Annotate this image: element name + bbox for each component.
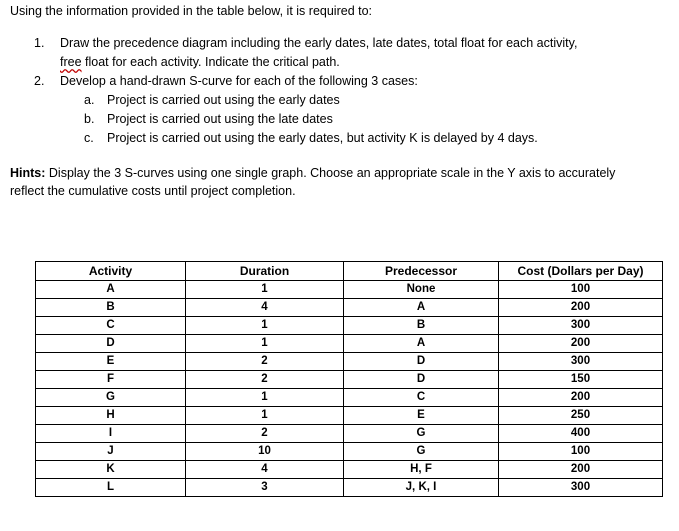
sub-list-item — [34, 91, 577, 110]
cell-predecessor: A — [344, 335, 499, 353]
cell-cost: 200 — [499, 299, 663, 317]
cell-predecessor: A — [344, 299, 499, 317]
spellcheck-word: free — [60, 55, 82, 69]
cell-predecessor: J, K, I — [344, 479, 499, 497]
sub-list-text: Project is carried out using the late dates — [107, 112, 333, 126]
cell-duration: 2 — [186, 353, 344, 371]
header-predecessor: Predecessor — [344, 262, 499, 281]
cell-cost: 200 — [499, 389, 663, 407]
list-item — [34, 34, 577, 72]
cell-cost: 300 — [499, 479, 663, 497]
cell-duration: 10 — [186, 443, 344, 461]
hints-paragraph — [10, 164, 650, 200]
cell-activity: I — [36, 425, 186, 443]
cell-activity: G — [36, 389, 186, 407]
cell-predecessor: H, F — [344, 461, 499, 479]
header-activity: Activity — [36, 262, 186, 281]
cell-duration: 1 — [186, 317, 344, 335]
table-header-row — [36, 262, 663, 281]
table-body — [36, 281, 663, 497]
cell-predecessor: C — [344, 389, 499, 407]
hints-text: Display the 3 S-curves using one single graph. Choose an appropriate scale in the Y axis to accurately reflect the cumulative costs until project completion. — [10, 166, 616, 198]
cell-cost: 250 — [499, 407, 663, 425]
table-row — [36, 389, 663, 407]
table-row — [36, 407, 663, 425]
cell-cost: 150 — [499, 371, 663, 389]
table-row — [36, 371, 663, 389]
cell-cost: 300 — [499, 353, 663, 371]
sub-list-text: Project is carried out using the early dates — [107, 93, 340, 107]
cell-cost: 200 — [499, 335, 663, 353]
table-row — [36, 353, 663, 371]
list-item-text-cont: free float for each activity. Indicate the critical path. — [60, 55, 340, 69]
cell-activity: H — [36, 407, 186, 425]
cell-activity: D — [36, 335, 186, 353]
sub-list-item — [34, 129, 577, 148]
table-row — [36, 461, 663, 479]
cell-predecessor: D — [344, 353, 499, 371]
list-number: 1. — [34, 36, 45, 50]
header-cost: Cost (Dollars per Day) — [499, 262, 663, 281]
cell-activity: K — [36, 461, 186, 479]
list-item — [34, 72, 577, 91]
cell-duration: 2 — [186, 425, 344, 443]
cell-cost: 100 — [499, 281, 663, 299]
cell-cost: 300 — [499, 317, 663, 335]
cell-duration: 4 — [186, 299, 344, 317]
sub-list-letter: a. — [84, 93, 95, 107]
cell-predecessor: D — [344, 371, 499, 389]
cell-cost: 200 — [499, 461, 663, 479]
cell-activity: B — [36, 299, 186, 317]
cell-activity: F — [36, 371, 186, 389]
requirements-list — [34, 34, 577, 148]
sub-list-item — [34, 110, 577, 129]
cell-duration: 4 — [186, 461, 344, 479]
sub-list-letter: c. — [84, 131, 94, 145]
list-item-text: Develop a hand-drawn S-curve for each of the following 3 cases: — [60, 74, 418, 88]
table-row — [36, 479, 663, 497]
cell-predecessor: B — [344, 317, 499, 335]
cell-duration: 2 — [186, 371, 344, 389]
sub-list-text: Project is carried out using the early dates, but activity K is delayed by 4 days. — [107, 131, 538, 145]
table-row — [36, 335, 663, 353]
cell-predecessor: E — [344, 407, 499, 425]
cell-duration: 3 — [186, 479, 344, 497]
list-item-text: Draw the precedence diagram including the early dates, late dates, total float for each activity, — [60, 36, 578, 50]
cell-activity: A — [36, 281, 186, 299]
cell-cost: 100 — [499, 443, 663, 461]
list-number: 2. — [34, 74, 45, 88]
sub-list-letter: b. — [84, 112, 95, 126]
hints-label: Hints: — [10, 166, 46, 180]
table-row — [36, 281, 663, 299]
cell-predecessor: G — [344, 443, 499, 461]
header-duration: Duration — [186, 262, 344, 281]
cell-duration: 1 — [186, 407, 344, 425]
table-row — [36, 443, 663, 461]
cell-predecessor: G — [344, 425, 499, 443]
cell-duration: 1 — [186, 389, 344, 407]
table-row — [36, 299, 663, 317]
cell-activity: E — [36, 353, 186, 371]
cell-cost: 400 — [499, 425, 663, 443]
cell-activity: J — [36, 443, 186, 461]
cell-predecessor: None — [344, 281, 499, 299]
cell-duration: 1 — [186, 335, 344, 353]
cell-activity: C — [36, 317, 186, 335]
cell-duration: 1 — [186, 281, 344, 299]
table-row — [36, 425, 663, 443]
activity-table — [35, 261, 663, 497]
cell-activity: L — [36, 479, 186, 497]
intro-text: Using the information provided in the table below, it is required to: — [10, 4, 373, 18]
table-row — [36, 317, 663, 335]
